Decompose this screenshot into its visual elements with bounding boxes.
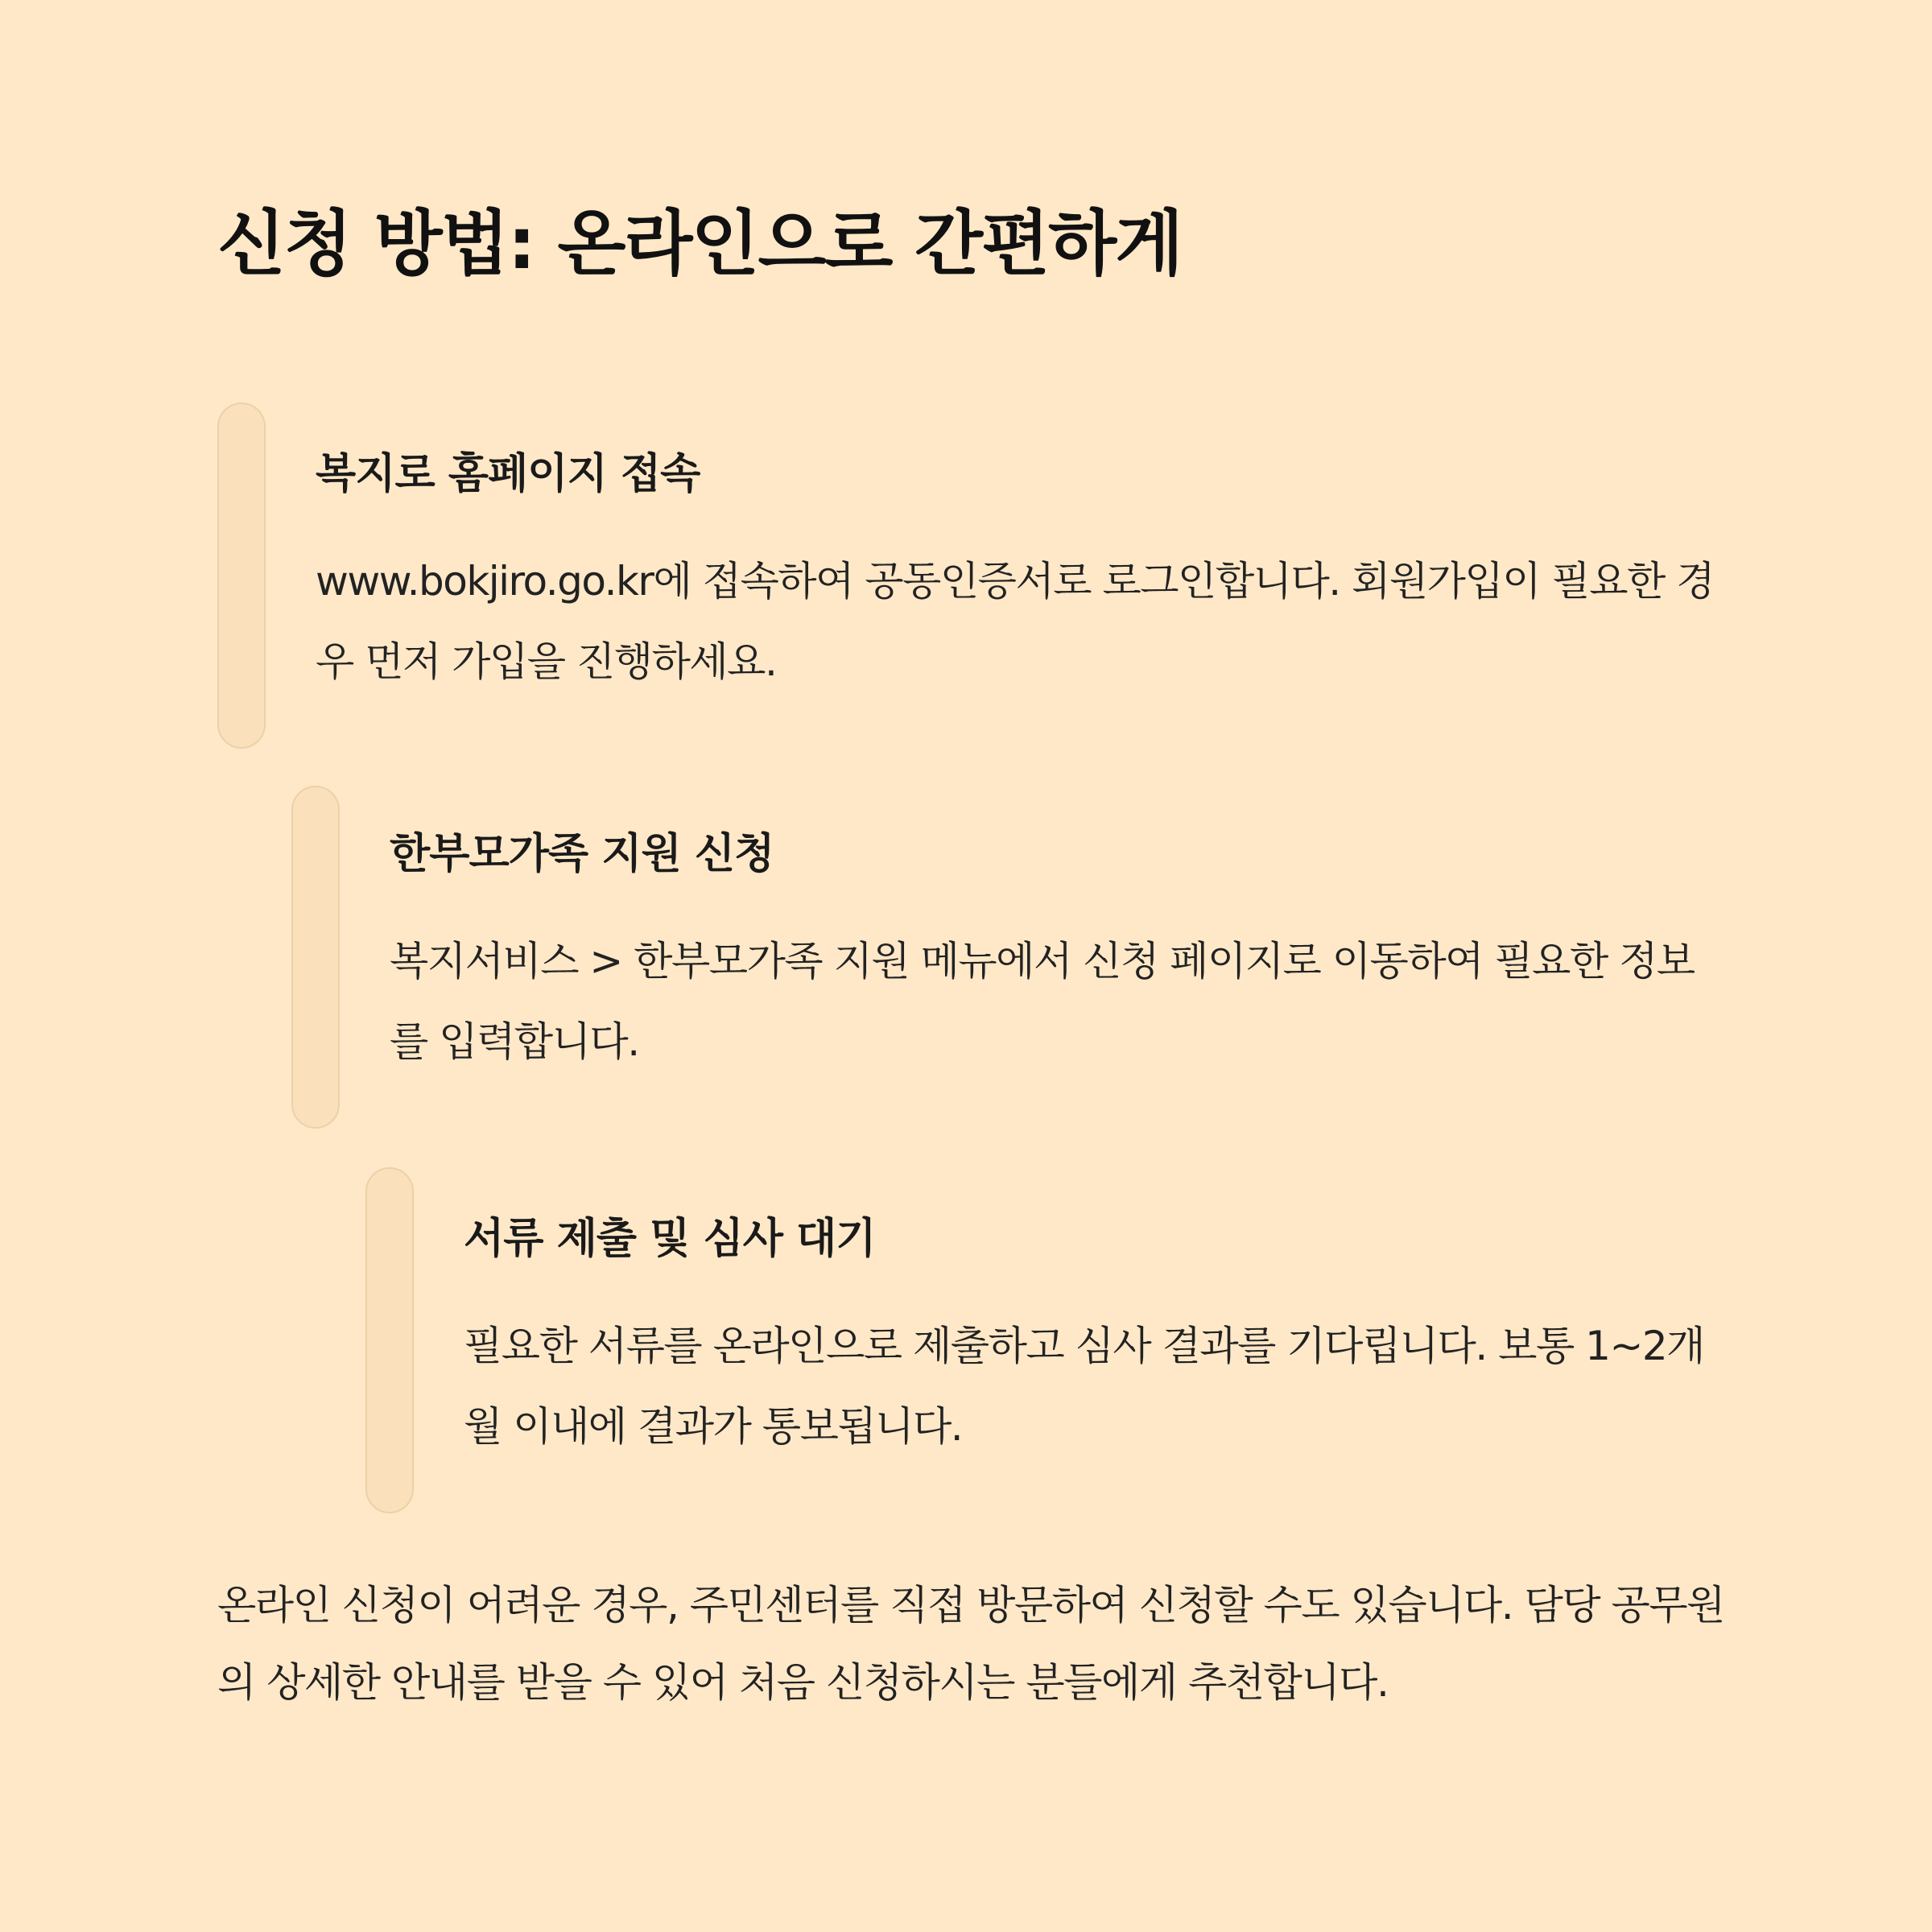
step-1-title: 복지로 홈페이지 접속 <box>316 450 700 498</box>
step-3-title: 서류 제출 및 심사 대기 <box>464 1215 876 1263</box>
page-title: 신청 방법: 온라인으로 간편하게 <box>217 202 1183 285</box>
step-2-description: 복지서비스 > 한부모가족 지원 메뉴에서 신청 페이지로 이동하여 필요한 정보를 입력합니다. <box>390 938 1695 1065</box>
step-2-title: 한부모가족 지원 신청 <box>390 830 774 878</box>
step-2-bar <box>291 786 340 1129</box>
step-3-bar <box>365 1167 414 1513</box>
footer-note: 온라인 신청이 어려운 경우, 주민센터를 직접 방문하여 신청할 수도 있습니다. 담당 공무원의 상세한 안내를 받을 수 있어 처음 신청하시는 분들에게 추천합니다. <box>217 1582 1724 1706</box>
step-1-bar <box>217 402 266 749</box>
step-1-description: www.bokjiro.go.kr에 접속하여 공동인증서로 로그인합니다. 회원가입이 필요한 경우 먼저 가입을 진행하세요. <box>316 558 1715 685</box>
step-3-description: 필요한 서류를 온라인으로 제출하고 심사 결과를 기다립니다. 보통 1~2개월 이내에 결과가 통보됩니다. <box>464 1323 1704 1450</box>
